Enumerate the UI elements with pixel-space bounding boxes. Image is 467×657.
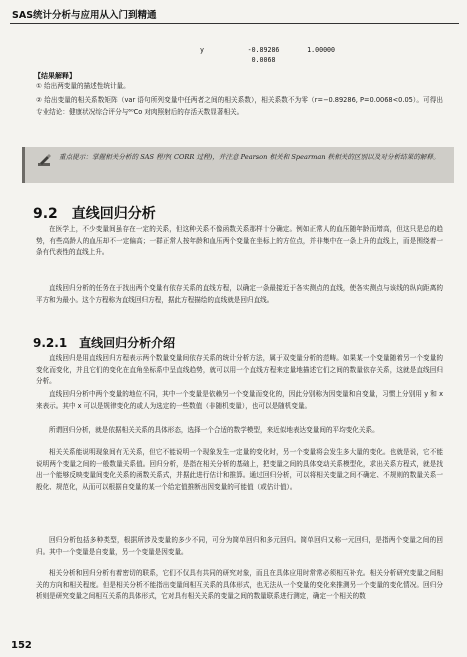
paragraph-body-6: 相关分析和回归分析有着密切的联系，它们不仅具有共同的研究对象，而且在具体应用时常常必须相互补充。相关分析研究变量之间相关的方向和相关程度。但是相关分析不能指出变量间相互关系的具体形式，也无法从一个变量的变化来推测另一个变量的变化情况。回归分析则是研究变量之间相互关系的具体形式，它对具有相关关系的变量之间的数量联系进行测定，确定一个相关的数 — [36, 569, 443, 601]
output-row-2: 0.0068 — [200, 56, 276, 64]
paragraph-intro-1: 在医学上，不少变量间虽存在一定的关系，但这种关系不像函数关系那样十分确定。例如正常人的血压随年龄而增高，但这只是总的趋势，有些高龄人的血压却不一定偏高；一群正常人按年龄和血压两个变量在坐标上的方位点，并非集中在一条上升的直线上，而是围绕着一条有代表性的直线上升。 — [36, 225, 443, 257]
tip-text: 重点提示：掌握相关分析的 SAS 程序( CORR 过程)，并注意 Pearson 相关和 Spearman 秩相关的区别以及对分析结果的解释。 — [59, 153, 440, 161]
result-item-1: ① 给出两变量的描述性统计量。 — [36, 82, 130, 90]
page-number: 152 — [11, 640, 32, 651]
output-row-1: y -0.89286 1.00000 — [200, 46, 335, 54]
paragraph-body-5: 回归分析包括多种类型，根据所涉及变量的多少不同，可分为简单回归和多元回归。简单回归又称一元回归，是指两个变量之间的回归。其中一个变量是自变量，另一个变量是因变量。 — [36, 536, 443, 556]
paragraph-body-2: 直线回归分析中两个变量的地位不同，其中一个变量是依赖另一个变量而变化的，因此分别称为因变量和自变量，习惯上分别用 y 和 x 来表示。其中 x 可以是规律变化的或人为选定的一些数值（非随机变量），也可以是随机变量。 — [36, 390, 443, 410]
section-heading: 9.2 直线回归分析 — [33, 206, 156, 222]
results-label: 【结果解释】 — [34, 72, 76, 80]
paragraph-body-1: 直线回归是用直线回归方程表示两个数量变量间依存关系的统计分析方法，属于双变量分析的范畴。如果某一个变量随着另一个变量的变化而变化，并且它们的变化在直角坐标系中呈直线趋势，就可以用一个直线方程来定量地描述它们之间的数量依存关系，这就是直线回归分析。 — [36, 354, 443, 386]
header-rule — [10, 23, 459, 24]
paragraph-body-3: 所谓回归分析，就是依据相关关系的具体形态，选择一个合适的数学模型，来近似地表达变量间的平均变化关系。 — [49, 426, 379, 434]
running-header: SAS统计分析与应用从入门到精通 — [12, 10, 157, 21]
subsection-heading: 9.2.1 直线回归分析介绍 — [33, 336, 176, 350]
paragraph-intro-2: 直线回归分析的任务在于找出两个变量有依存关系的直线方程，以确定一条最接近于各实测点的直线，使各实测点与该线的纵向距离的平方和为最小。这个方程称为直线回归方程，据此方程描绘的直线就是回归直线。 — [36, 284, 443, 304]
result-item-2: ② 给出变量的相关系数矩阵（var 语句所列变量中任两者之间的相关系数），相关系数不为零（r=−0.89286, P=0.0068<0.05）。可得出专业结论：健康状况综合评分与⁶⁰Co 对肉照射后的存活天数显著相关。 — [36, 96, 443, 116]
paragraph-body-4: 相关关系能说明现象间有无关系，但它不能说明一个现象发生一定量的变化时，另一个变量将会发生多大量的变化。也就是说，它不能说明两个变量之间的一般数量关系值。回归分析，是指在相关分析的基础上，把变量之间的具体变动关系模型化，求出关系方程式，就是找出一个能够反映变量间变化关系的函数关系式，并据此进行估计和推算。通过回归分析，可以将相关变量之间不确定、不规则的数量关系一般化、规范化，从而可以根据自变量的某一个给定值推断出因变量的可能值（或估计值）。 — [36, 448, 443, 492]
pen-icon — [37, 153, 51, 167]
